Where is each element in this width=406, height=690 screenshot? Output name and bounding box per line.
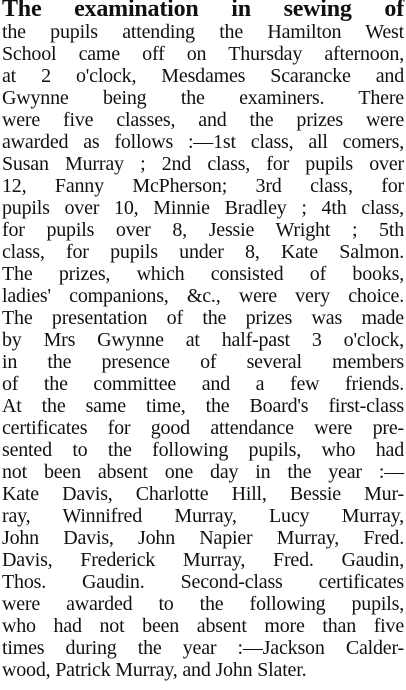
article-line: The presentation of the prizes was made bbox=[2, 307, 404, 329]
article-line: were awarded to the following pupils, bbox=[2, 593, 404, 615]
article-line: The prizes, which consisted of books, bbox=[2, 263, 404, 285]
article-line: not been absent one day in the year :— bbox=[2, 461, 404, 483]
article-line: Susan Murray ; 2nd class, for pupils over bbox=[2, 153, 404, 175]
article-line: Gwynne being the examiners. There bbox=[2, 87, 404, 109]
article-column bbox=[2, 0, 404, 690]
article-line: awarded as follows :—1st class, all comers, bbox=[2, 131, 404, 153]
article-line: sented to the following pupils, who had bbox=[2, 439, 404, 461]
article-line: certificates for good attendance were pre- bbox=[2, 417, 404, 439]
article-line: pupils over 10, Minnie Bradley ; 4th class, bbox=[2, 197, 404, 219]
article-line-text: The examination in sewing of bbox=[2, 0, 404, 22]
article-line: Thos. Gaudin. Second-class certificates bbox=[2, 571, 404, 593]
article-line: 12, Fanny McPherson; 3rd class, for bbox=[2, 175, 404, 197]
article-line: by Mrs Gwynne at half-past 3 o'clock, bbox=[2, 329, 404, 351]
article-line: in the presence of several members bbox=[2, 351, 404, 373]
article-line: for pupils over 8, Jessie Wright ; 5th bbox=[2, 219, 404, 241]
article-line: were five classes, and the prizes were bbox=[2, 109, 404, 131]
article-line: Davis, Frederick Murray, Fred. Gaudin, bbox=[2, 549, 404, 571]
article-line: At the same time, the Board's first-class bbox=[2, 395, 404, 417]
article-line: John Davis, John Napier Murray, Fred. bbox=[2, 527, 404, 549]
article-line: Kate Davis, Charlotte Hill, Bessie Mur- bbox=[2, 483, 404, 505]
article-line: School came off on Thursday afternoon, bbox=[2, 43, 404, 65]
article-line: class, for pupils under 8, Kate Salmon. bbox=[2, 241, 404, 263]
article-line: times during the year :—Jackson Calder- bbox=[2, 637, 404, 659]
article-line: at 2 o'clock, Mesdames Scarancke and bbox=[2, 65, 404, 87]
article-line: ladies' companions, &c., were very choice. bbox=[2, 285, 404, 307]
article-line: wood, Patrick Murray, and John Slater. bbox=[2, 659, 307, 681]
article-line: ray, Winnifred Murray, Lucy Murray, bbox=[2, 505, 404, 527]
article-line: of the committee and a few friends. bbox=[2, 373, 404, 395]
article-line: who had not been absent more than five bbox=[2, 615, 404, 637]
article-line: the pupils attending the Hamilton West bbox=[2, 21, 404, 43]
